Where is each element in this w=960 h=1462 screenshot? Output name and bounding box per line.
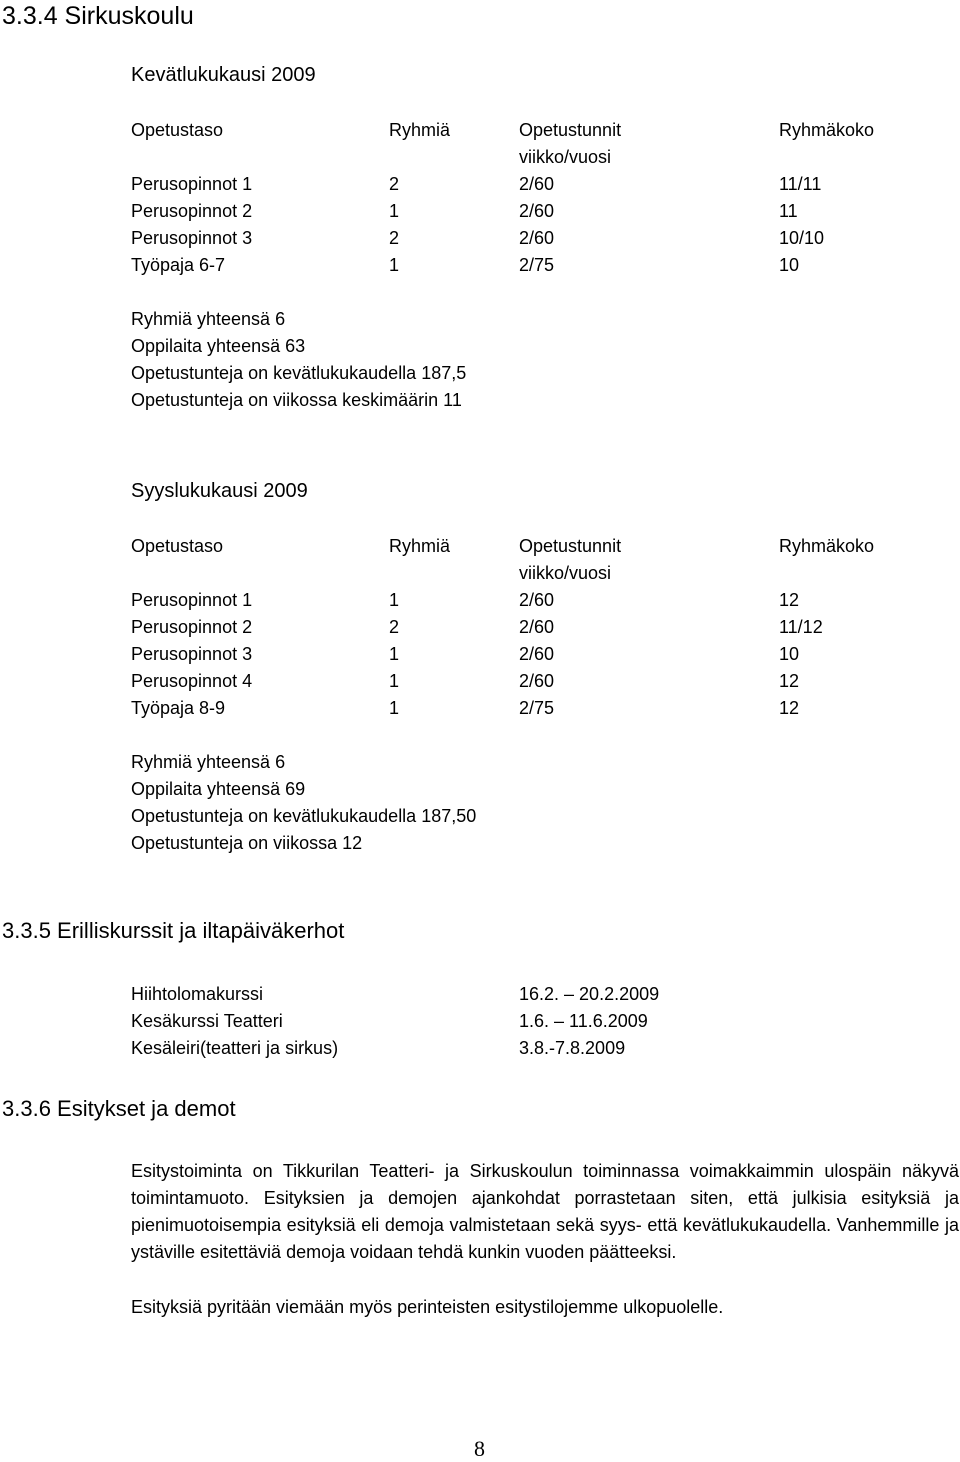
summary-line: Oppilaita yhteensä 63 (131, 336, 306, 356)
table-cell: 11/11 (779, 174, 822, 194)
summary-line: Opetustunteja on viikossa 12 (131, 833, 363, 853)
spring-term-title: Kevätlukukausi 2009 (131, 64, 316, 86)
table-cell: 10/10 (779, 228, 825, 248)
table-cell: 2/75 (519, 698, 555, 718)
summary-line: Opetustunteja on viikossa keskimäärin 11 (131, 390, 462, 410)
table-cell: 2/60 (519, 228, 555, 248)
table-cell: 12 (779, 590, 800, 610)
autumn-term-title: Syyslukukausi 2009 (131, 480, 308, 502)
performances-paragraph: Esitystoiminta on Tikkurilan Teatteri- ja Sirkuskoulun toiminnassa voimakkaimmin ulospäin näkyvä toimintamuoto. Esityksien ja demojen ajankohdat porrastetaan siten, että julkisia esityksiä ja pienimuotoisempia esityksiä eli demoja valmistetaan sekä syys- että kevätlukukaudella. Vanhemmille ja ystäville esitettäviä demoja voidaan tehdä kunkin vuoden päätteeksi. (131, 1161, 959, 1262)
table-cell: 2 (389, 617, 400, 637)
course-dates: 1.6. – 11.6.2009 (519, 1011, 648, 1031)
table-cell: 1 (389, 698, 400, 718)
column-header-sub: viikko/vuosi (519, 563, 612, 583)
course-dates: 3.8.-7.8.2009 (519, 1038, 626, 1058)
table-cell: 10 (779, 255, 800, 275)
column-header: Ryhmiä (389, 120, 451, 140)
table-cell: 12 (779, 671, 800, 691)
table-cell: 10 (779, 644, 800, 664)
column-header: Opetustaso (131, 536, 224, 556)
table-cell: 11 (779, 201, 798, 221)
course-dates: 16.2. – 20.2.2009 (519, 984, 660, 1004)
table-cell: 2/60 (519, 590, 555, 610)
table-cell: 2 (389, 228, 400, 248)
column-header: Ryhmäkoko (779, 536, 875, 556)
table-cell: 1 (389, 590, 400, 610)
table-cell: 2/60 (519, 201, 555, 221)
column-header: Ryhmäkoko (779, 120, 875, 140)
table-cell: Perusopinnot 2 (131, 201, 253, 221)
table-cell: Työpaja 8-9 (131, 698, 226, 718)
table-cell: 2/60 (519, 174, 555, 194)
table-cell: 2/60 (519, 644, 555, 664)
table-cell: 1 (389, 201, 400, 221)
summary-line: Ryhmiä yhteensä 6 (131, 309, 286, 329)
table-cell: 1 (389, 644, 400, 664)
section-title-erilliskurssit: 3.3.5 Erilliskurssit ja iltapäiväkerhot (2, 918, 345, 943)
table-cell: 2 (389, 174, 400, 194)
table-cell: 1 (389, 255, 400, 275)
summary-line: Opetustunteja on kevätlukukaudella 187,50 (131, 806, 477, 826)
course-name: Kesäleiri(teatteri ja sirkus) (131, 1038, 339, 1058)
page-number: 8 (474, 1436, 485, 1461)
table-cell: Perusopinnot 3 (131, 644, 253, 664)
column-header: Opetustunnit (519, 120, 622, 140)
course-name: Kesäkurssi Teatteri (131, 1011, 283, 1031)
table-cell: Perusopinnot 1 (131, 174, 253, 194)
table-cell: Työpaja 6-7 (131, 255, 226, 275)
table-cell: 11/12 (779, 617, 823, 637)
table-cell: 2/60 (519, 671, 555, 691)
table-cell: 12 (779, 698, 800, 718)
table-cell: Perusopinnot 1 (131, 590, 253, 610)
table-cell: Perusopinnot 2 (131, 617, 253, 637)
performances-paragraph-2: Esityksiä pyritään viemään myös perinteisten esitystilojemme ulkopuolelle. (131, 1297, 724, 1317)
column-header: Opetustunnit (519, 536, 622, 556)
table-cell: 1 (389, 671, 400, 691)
summary-line: Oppilaita yhteensä 69 (131, 779, 306, 799)
column-header: Ryhmiä (389, 536, 451, 556)
table-cell: 2/75 (519, 255, 555, 275)
section-title-sirkuskoulu: 3.3.4 Sirkuskoulu (2, 2, 194, 30)
table-cell: Perusopinnot 4 (131, 671, 253, 691)
column-header: Opetustaso (131, 120, 224, 140)
summary-line: Ryhmiä yhteensä 6 (131, 752, 286, 772)
course-name: Hiihtolomakurssi (131, 984, 264, 1004)
summary-line: Opetustunteja on kevätlukukaudella 187,5 (131, 363, 467, 383)
section-title-esitykset: 3.3.6 Esitykset ja demot (2, 1096, 236, 1121)
table-cell: 2/60 (519, 617, 555, 637)
table-cell: Perusopinnot 3 (131, 228, 253, 248)
column-header-sub: viikko/vuosi (519, 147, 612, 167)
